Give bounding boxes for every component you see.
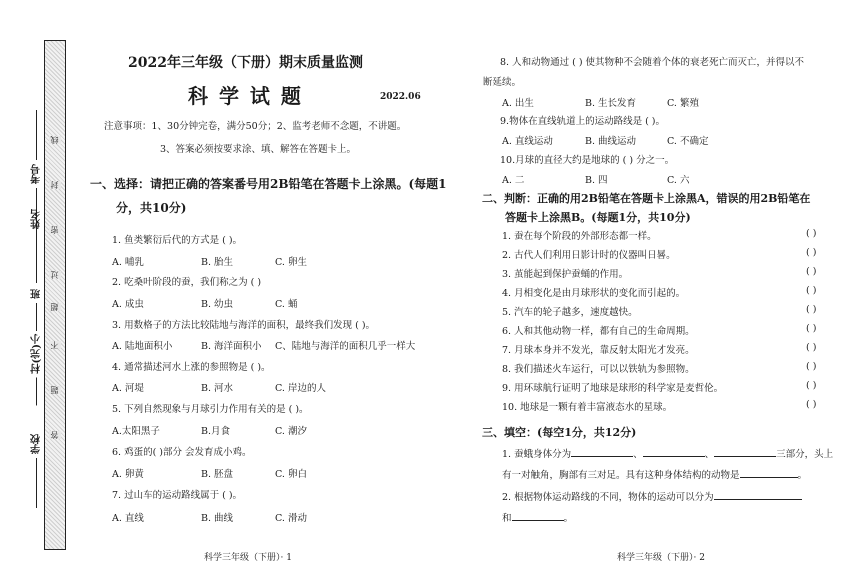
question-text: 5. 下列自然现象与月球引力作用有关的是 ( )。 (112, 404, 309, 415)
question-text: 9.物体在直线轨道上的运动路线是 ( )。 (500, 116, 666, 127)
answer-paren: ( ) (806, 361, 817, 372)
option-c: C. 六 (667, 175, 690, 186)
option-b: B. 胎生 (201, 257, 234, 268)
option-a: A.太阳黑子 (112, 426, 160, 437)
option-b: B. 曲线 (201, 513, 234, 524)
question-text: 6. 鸡蛋的( )部分 会发育成小鸡。 (112, 447, 252, 458)
strip-char: 答 (50, 431, 59, 439)
answer-paren: ( ) (806, 323, 817, 334)
question-text: 8. 人和动物通过 ( ) 使其物种不会随着个体的衰老死亡而灭亡，并得以不 (500, 57, 805, 68)
notes-line-1: 注意事项：1、30分钟完卷，满分50分；2、监考老师不念题，不讲题。 (104, 121, 407, 132)
fill-text: 和 (502, 513, 512, 524)
strip-char: 过 (50, 271, 59, 279)
judgment-item: 4. 月相变化是由月球形状的变化而引起的。 (502, 288, 686, 299)
fill-end: 。 (797, 470, 808, 481)
name-label: 姓名 (31, 209, 43, 229)
subject-title: 科 学 试 题 (188, 84, 303, 108)
answer-paren: ( ) (806, 380, 817, 391)
answer-blank (714, 448, 776, 457)
class-label: 班 (31, 289, 43, 299)
option-b: B. 河水 (201, 383, 234, 394)
judgment-item: 9. 用环球航行证明了地球是球形的科学家是麦哲伦。 (502, 383, 724, 394)
answer-paren: ( ) (806, 266, 817, 277)
fill-question-2-cont (502, 510, 573, 524)
exam-number-label: 考号 (31, 164, 43, 184)
village-school-label: 村(完)小 (31, 334, 43, 374)
seal-strip (44, 40, 66, 550)
judgment-item: 6. 人和其他动物一样，都有自己的生命周期。 (502, 326, 695, 337)
section-3-heading: 三、填空：(每空1分，共12分) (482, 426, 637, 439)
fill-end: 。 (563, 513, 574, 524)
option-a: A. 出生 (502, 98, 534, 109)
option-a: A. 哺乳 (112, 257, 144, 268)
section-2-heading: 二、判断：正确的用2B铅笔在答题卡上涂黑A，错误的用2B铅笔在 (482, 192, 811, 205)
section-1-heading-cont: 分，共10分) (116, 201, 187, 215)
question-text: 7. 过山车的运动路线属于 ( )。 (112, 490, 243, 501)
answer-paren: ( ) (806, 342, 817, 353)
notes-line-2: 3、答案必须按要求涂、填、解答在答题卡上。 (160, 144, 357, 155)
school-label: 学校 (31, 434, 43, 454)
section-1-heading: 一、选择：请把正确的答案番号用2B铅笔在答题卡上涂黑。(每题1 (90, 177, 447, 191)
fill-question-1-cont (502, 467, 807, 481)
option-c: C. 繁殖 (667, 98, 699, 109)
fill-question-1 (502, 446, 833, 460)
answer-blank (740, 469, 798, 478)
question-text: 1. 鱼类繁衍后代的方式是 ( )。 (112, 235, 243, 246)
fill-sep: 、 (704, 449, 715, 460)
judgment-item: 8. 我们描述火车运行，可以以铁轨为参照物。 (502, 364, 695, 375)
question-text: 2. 吃桑叶阶段的蚕，我们称之为 ( ) (112, 277, 262, 288)
option-b: B. 胚盘 (201, 469, 234, 480)
strip-char: 超 (50, 303, 59, 311)
judgment-item: 5. 汽车的轮子越多，速度越快。 (502, 307, 638, 318)
strip-char: 线 (50, 136, 59, 144)
footer-page-1: 科学三年级（下册）· 1 (204, 553, 292, 563)
section-2-heading-cont: 答题卡上涂黑B。(每题1分，共10分) (505, 211, 691, 224)
judgment-item: 2. 古代人们利用日影计时的仪器叫日晷。 (502, 250, 676, 261)
answer-blank (714, 491, 802, 500)
fill-text: 2. 根据物体运动路线的不同，物体的运动可以分为 (502, 492, 714, 503)
exam-title: 2022年三年级（下册）期末质量监测 (128, 55, 363, 71)
answer-paren: ( ) (806, 304, 817, 315)
option-c: C. 岸边的人 (275, 383, 326, 394)
question-text: 10.月球的直径大约是地球的 ( ) 分之一。 (500, 155, 675, 166)
option-a: A. 二 (502, 175, 525, 186)
option-a: A. 河堤 (112, 383, 144, 394)
fill-text: 有一对触角，胸部有三对足。具有这种身体结构的动物是 (502, 470, 740, 481)
question-text: 4. 通常描述河水上涨的参照物是 ( )。 (112, 362, 271, 373)
judgment-item: 10. 地球是一颗有着丰富液态水的星球。 (502, 402, 673, 413)
exam-date: 2022.06 (380, 92, 421, 102)
option-b: B. 生长发育 (585, 98, 637, 109)
option-a: A. 直线运动 (502, 136, 553, 147)
option-c: C、陆地与海洋的面积几乎一样大 (275, 341, 416, 352)
answer-blank (512, 512, 564, 521)
option-c: C. 滑动 (275, 513, 307, 524)
option-b: B. 曲线运动 (585, 136, 637, 147)
answer-paren: ( ) (806, 399, 817, 410)
option-a: A. 陆地面积小 (112, 341, 173, 352)
option-b: B. 海洋面积小 (201, 341, 262, 352)
fill-text: 1. 蚕蛾身体分为 (502, 449, 572, 460)
answer-paren: ( ) (806, 285, 817, 296)
strip-char: 题 (50, 386, 59, 394)
option-c: C. 不确定 (667, 136, 709, 147)
judgment-item: 1. 蚕在每个阶段的外部形态都一样。 (502, 231, 657, 242)
question-text-cont: 断延续。 (483, 77, 522, 88)
option-b: B.月食 (201, 426, 231, 437)
strip-char: 密 (50, 226, 59, 234)
option-c: C. 卵白 (275, 469, 307, 480)
option-c: C. 潮汐 (275, 426, 307, 437)
option-a: A. 卵黄 (112, 469, 144, 480)
fill-sep: 、 (633, 449, 643, 460)
answer-blank (643, 448, 705, 457)
strip-char: 封 (50, 181, 59, 189)
option-b: B. 幼虫 (201, 299, 234, 310)
question-text: 3. 用数格子的方法比较陆地与海洋的面积，最终我们发现 ( )。 (112, 320, 376, 331)
option-a: A. 直线 (112, 513, 144, 524)
answer-paren: ( ) (806, 228, 817, 239)
option-a: A. 成虫 (112, 299, 144, 310)
judgment-item: 3. 茧能起到保护蚕蛹的作用。 (502, 269, 629, 280)
option-c: C. 卵生 (275, 257, 307, 268)
judgment-item: 7. 月球本身并不发光，靠反射太阳光才发亮。 (502, 345, 695, 356)
answer-blank (571, 448, 633, 457)
fill-text: 三部分，头上 (776, 449, 834, 460)
footer-page-2: 科学三年级（下册）· 2 (617, 553, 705, 563)
option-b: B. 四 (585, 175, 608, 186)
fill-question-2 (502, 489, 802, 503)
answer-paren: ( ) (806, 247, 817, 258)
option-c: C. 蛹 (275, 299, 298, 310)
strip-char: 不 (50, 341, 59, 349)
